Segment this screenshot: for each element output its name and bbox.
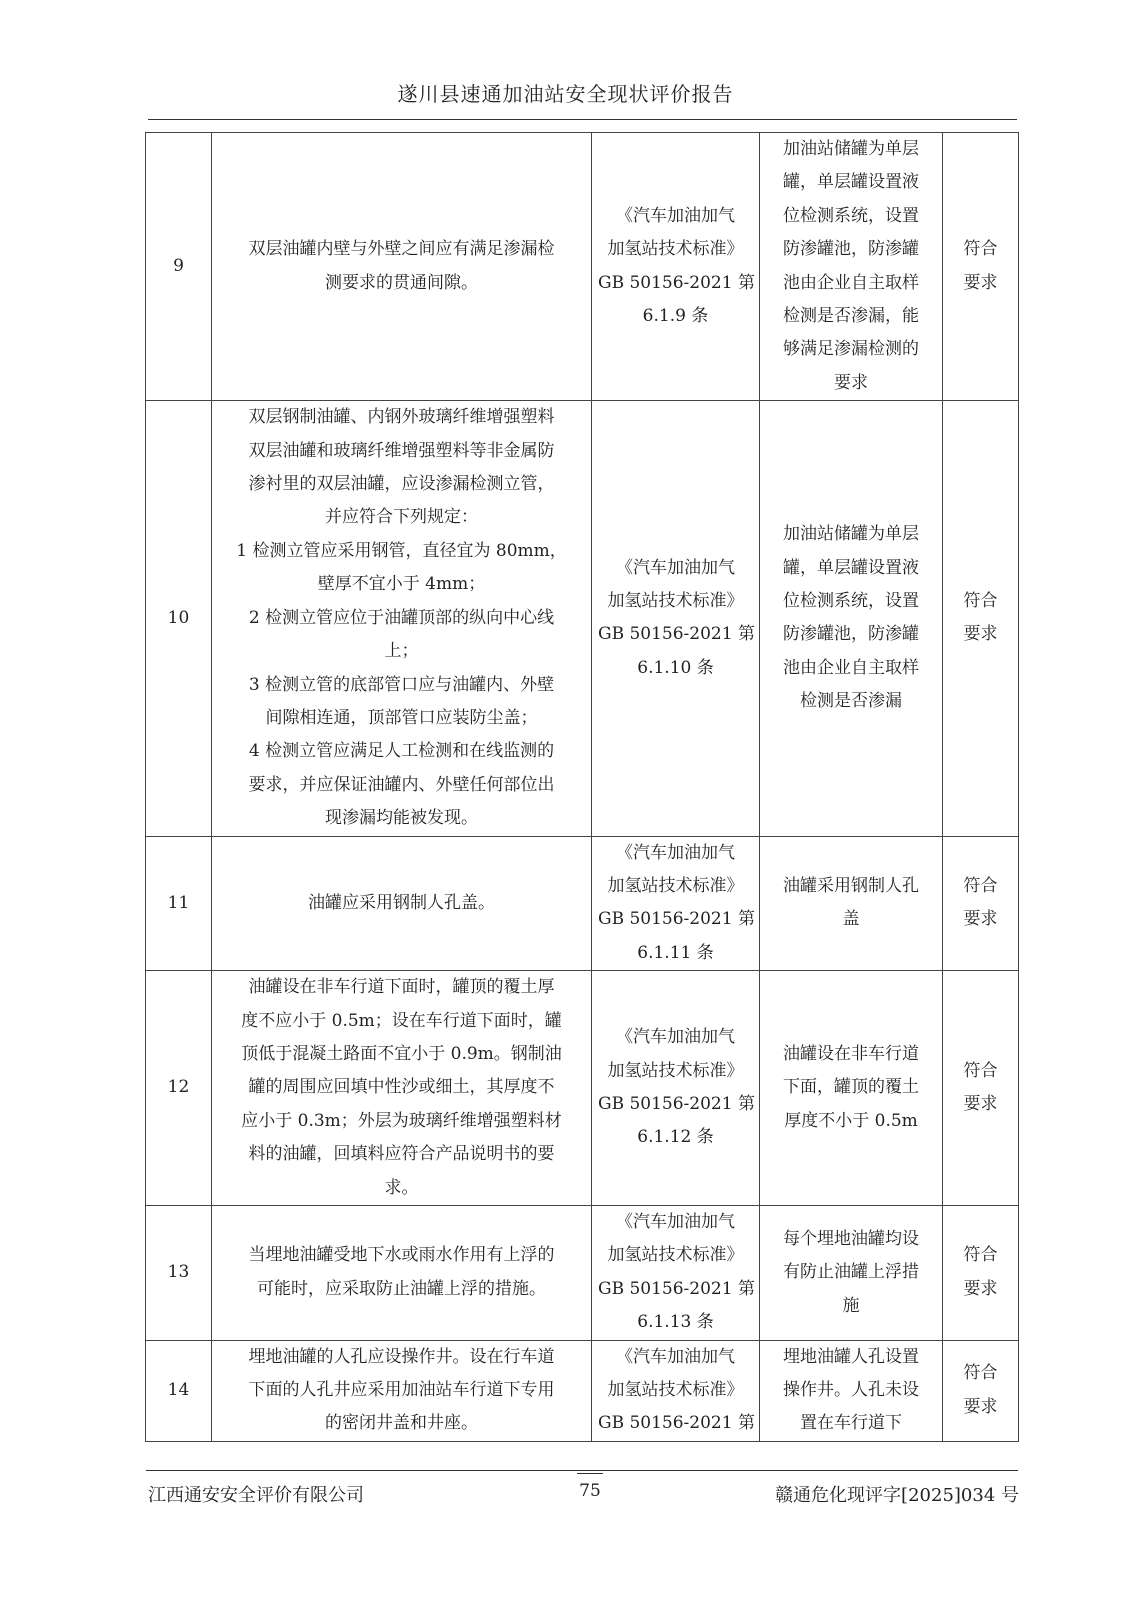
page-number: 75 [579, 1481, 601, 1501]
inspection-result-line: 油罐采用钢制人孔 [783, 875, 919, 896]
inspection-result-line: 盖 [842, 909, 860, 930]
conclusion [943, 401, 1019, 836]
inspection-result-line: 位检测系统，设置 [783, 205, 919, 226]
inspection-result-line: 罐，单层罐设置液 [783, 172, 919, 193]
table-row [146, 836, 1019, 971]
inspection-result-line: 位检测系统，设置 [783, 590, 919, 611]
inspection-result [760, 133, 943, 401]
requirement-text-line: 应小于 0.3m；外层为玻璃纤维增强塑料材 [241, 1110, 562, 1131]
requirement-text-line: 料的油罐，回填料应符合产品说明书的要 [248, 1144, 555, 1165]
standard-reference-line: 6.1.13 条 [637, 1312, 714, 1333]
table-row [146, 1340, 1019, 1441]
requirement-text-line: 油罐应采用钢制人孔盖。 [308, 892, 495, 913]
standard-reference-line: 6.1.12 条 [637, 1127, 714, 1148]
standard-reference-line: 《汽车加油加气 [616, 1212, 735, 1232]
conclusion-line: 符合 [963, 590, 998, 611]
inspection-result-line: 防渗罐池，防渗罐 [783, 239, 919, 260]
standard-reference-line: GB 50156-2021 第 [598, 1094, 755, 1115]
inspection-result-line: 操作井。人孔未设 [783, 1380, 919, 1401]
conclusion-line: 符合 [963, 1060, 998, 1081]
inspection-table [145, 132, 1019, 1442]
standard-reference-line: 6.1.11 条 [637, 942, 714, 963]
conclusion-line: 符合 [963, 239, 998, 260]
standard-reference-line: 《汽车加油加气 [616, 1346, 735, 1367]
standard-reference-line: GB 50156-2021 第 [598, 1413, 755, 1434]
requirement-text [212, 1340, 592, 1441]
standard-reference-line: 《汽车加油加气 [616, 842, 735, 863]
requirement-text-line: 度不应小于 0.5m；设在车行道下面时，罐 [241, 1010, 562, 1031]
inspection-result-line: 埋地油罐人孔设置 [783, 1346, 919, 1367]
requirement-text [212, 133, 592, 401]
standard-reference-line: 加氢站技术标准》 [607, 239, 744, 260]
inspection-result [760, 971, 943, 1206]
requirement-text-line: 4 检测立管应满足人工检测和在线监测的 [248, 741, 555, 762]
row-number: 13 [146, 1206, 212, 1341]
standard-reference [592, 133, 760, 401]
requirement-text-line: 3 检测立管的底部管口应与油罐内、外壁 [248, 674, 555, 695]
inspection-result-line: 够满足渗漏检测的 [783, 339, 919, 360]
standard-reference-line: 6.1.10 条 [637, 657, 714, 678]
requirement-text-line: 可能时，应采取防止油罐上浮的措施。 [257, 1278, 546, 1299]
standard-reference-line: GB 50156-2021 第 [598, 624, 755, 645]
row-number: 9 [146, 133, 212, 401]
table-row [146, 133, 1019, 401]
inspection-result-line: 每个埋地油罐均设 [783, 1228, 919, 1249]
standard-reference-line: 《汽车加油加气 [616, 205, 735, 226]
inspection-result-line: 防渗罐池，防渗罐 [783, 624, 919, 645]
requirement-text-line: 双层油罐内壁与外壁之间应有满足渗漏检 [248, 239, 555, 260]
requirement-text-line: 油罐设在非车行道下面时，罐顶的覆土厚 [248, 977, 555, 998]
standard-reference-line: 加氢站技术标准》 [607, 875, 744, 896]
requirement-text-line: 间隙相连通，顶部管口应装防尘盖； [265, 707, 538, 728]
requirement-text [212, 401, 592, 836]
inspection-result-line: 厚度不小于 0.5m [784, 1110, 918, 1131]
table-row [146, 401, 1019, 836]
conclusion-line: 符合 [963, 1363, 998, 1384]
requirement-text [212, 971, 592, 1206]
conclusion-line: 要求 [963, 1094, 998, 1115]
requirement-text-line: 的密闭井盖和井座。 [325, 1413, 478, 1434]
inspection-result-line: 罐，单层罐设置液 [783, 557, 919, 578]
requirement-text-line: 埋地油罐的人孔应设操作井。设在行车道 [248, 1346, 555, 1367]
inspection-result-line: 施 [842, 1295, 860, 1316]
conclusion-line: 符合 [963, 875, 998, 896]
conclusion-line: 要求 [963, 272, 998, 293]
conclusion [943, 1206, 1019, 1341]
page-header-title: 遂川县速通加油站安全现状评价报告 [397, 82, 734, 106]
standard-reference [592, 971, 760, 1206]
footer-divider [146, 1470, 1018, 1471]
conclusion [943, 836, 1019, 971]
standard-reference-line: GB 50156-2021 第 [598, 272, 755, 293]
inspection-result [760, 1340, 943, 1441]
conclusion-line: 要求 [963, 1396, 998, 1417]
standard-reference-line: 6.1.9 条 [642, 306, 709, 327]
conclusion-line: 要求 [963, 909, 998, 930]
requirement-text [212, 836, 592, 971]
footer-company: 江西通安安全评价有限公司 [148, 1485, 364, 1506]
inspection-result-line: 检测是否渗漏，能 [783, 306, 919, 327]
footer-document-number: 赣通危化现评字[2025]034 号 [775, 1485, 1019, 1506]
requirement-text-line: 顶低于混凝土路面不宜小于 0.9m。钢制油 [241, 1043, 562, 1064]
inspection-result-line: 置在车行道下 [800, 1413, 902, 1434]
conclusion-line: 要求 [963, 624, 998, 645]
standard-reference [592, 1206, 760, 1341]
inspection-result-line: 有防止油罐上浮措 [783, 1262, 919, 1283]
requirement-text-line: 1 检测立管应采用钢管，直径宜为 80mm， [236, 540, 567, 561]
standard-reference-line: GB 50156-2021 第 [598, 909, 755, 930]
requirement-text-line: 上； [384, 641, 419, 662]
row-number: 11 [146, 836, 212, 971]
requirement-text-line: 求。 [384, 1177, 419, 1198]
inspection-result-line: 加油站储罐为单层 [783, 524, 919, 545]
inspection-result-line: 池由企业自主取样 [783, 657, 919, 678]
standard-reference-line: 加氢站技术标准》 [607, 1245, 744, 1266]
requirement-text-line: 双层钢制油罐、内钢外玻璃纤维增强塑料 [248, 407, 555, 428]
requirement-text-line: 渗衬里的双层油罐，应设渗漏检测立管， [248, 474, 555, 495]
inspection-result-line: 要求 [834, 372, 868, 393]
requirement-text-line: 并应符合下列规定： [325, 507, 478, 528]
row-number: 10 [146, 401, 212, 836]
inspection-result-line: 油罐设在非车行道 [783, 1043, 919, 1064]
requirement-text-line: 要求，并应保证油罐内、外壁任何部位出 [248, 774, 555, 795]
page-number-mark [577, 1473, 603, 1474]
inspection-result-line: 加油站储罐为单层 [783, 139, 919, 159]
inspection-result-line: 池由企业自主取样 [783, 272, 919, 293]
conclusion [943, 971, 1019, 1206]
requirement-text-line: 罐的周围应回填中性沙或细土，其厚度不 [248, 1077, 555, 1098]
standard-reference [592, 836, 760, 971]
requirement-text-line: 双层油罐和玻璃纤维增强塑料等非金属防 [248, 440, 555, 461]
standard-reference-line: 《汽车加油加气 [616, 1027, 735, 1048]
standard-reference-line: 加氢站技术标准》 [607, 1060, 744, 1081]
standard-reference [592, 401, 760, 836]
conclusion [943, 133, 1019, 401]
standard-reference-line: 加氢站技术标准》 [607, 590, 744, 611]
conclusion-line: 要求 [963, 1278, 998, 1299]
standard-reference-line: 《汽车加油加气 [616, 557, 735, 578]
standard-reference [592, 1340, 760, 1441]
table-row [146, 1206, 1019, 1341]
table-row [146, 971, 1019, 1206]
inspection-result [760, 1206, 943, 1341]
inspection-result [760, 836, 943, 971]
inspection-result-line: 检测是否渗漏 [800, 691, 902, 712]
conclusion [943, 1340, 1019, 1441]
requirement-text-line: 2 检测立管应位于油罐顶部的纵向中心线 [248, 607, 555, 628]
requirement-text-line: 壁厚不宜小于 4mm； [317, 574, 486, 595]
requirement-text-line: 当埋地油罐受地下水或雨水作用有上浮的 [248, 1245, 555, 1266]
standard-reference-line: 加氢站技术标准》 [607, 1380, 744, 1401]
row-number: 12 [146, 971, 212, 1206]
requirement-text-line: 下面的人孔井应采用加油站车行道下专用 [248, 1380, 555, 1401]
row-number: 14 [146, 1340, 212, 1441]
conclusion-line: 符合 [963, 1245, 998, 1266]
inspection-result [760, 401, 943, 836]
inspection-result-line: 下面，罐顶的覆土 [783, 1077, 919, 1098]
requirement-text-line: 测要求的贯通间隙。 [325, 272, 478, 293]
requirement-text-line: 现渗漏均能被发现。 [325, 808, 478, 829]
header-divider [148, 119, 1017, 120]
requirement-text [212, 1206, 592, 1341]
standard-reference-line: GB 50156-2021 第 [598, 1278, 755, 1299]
